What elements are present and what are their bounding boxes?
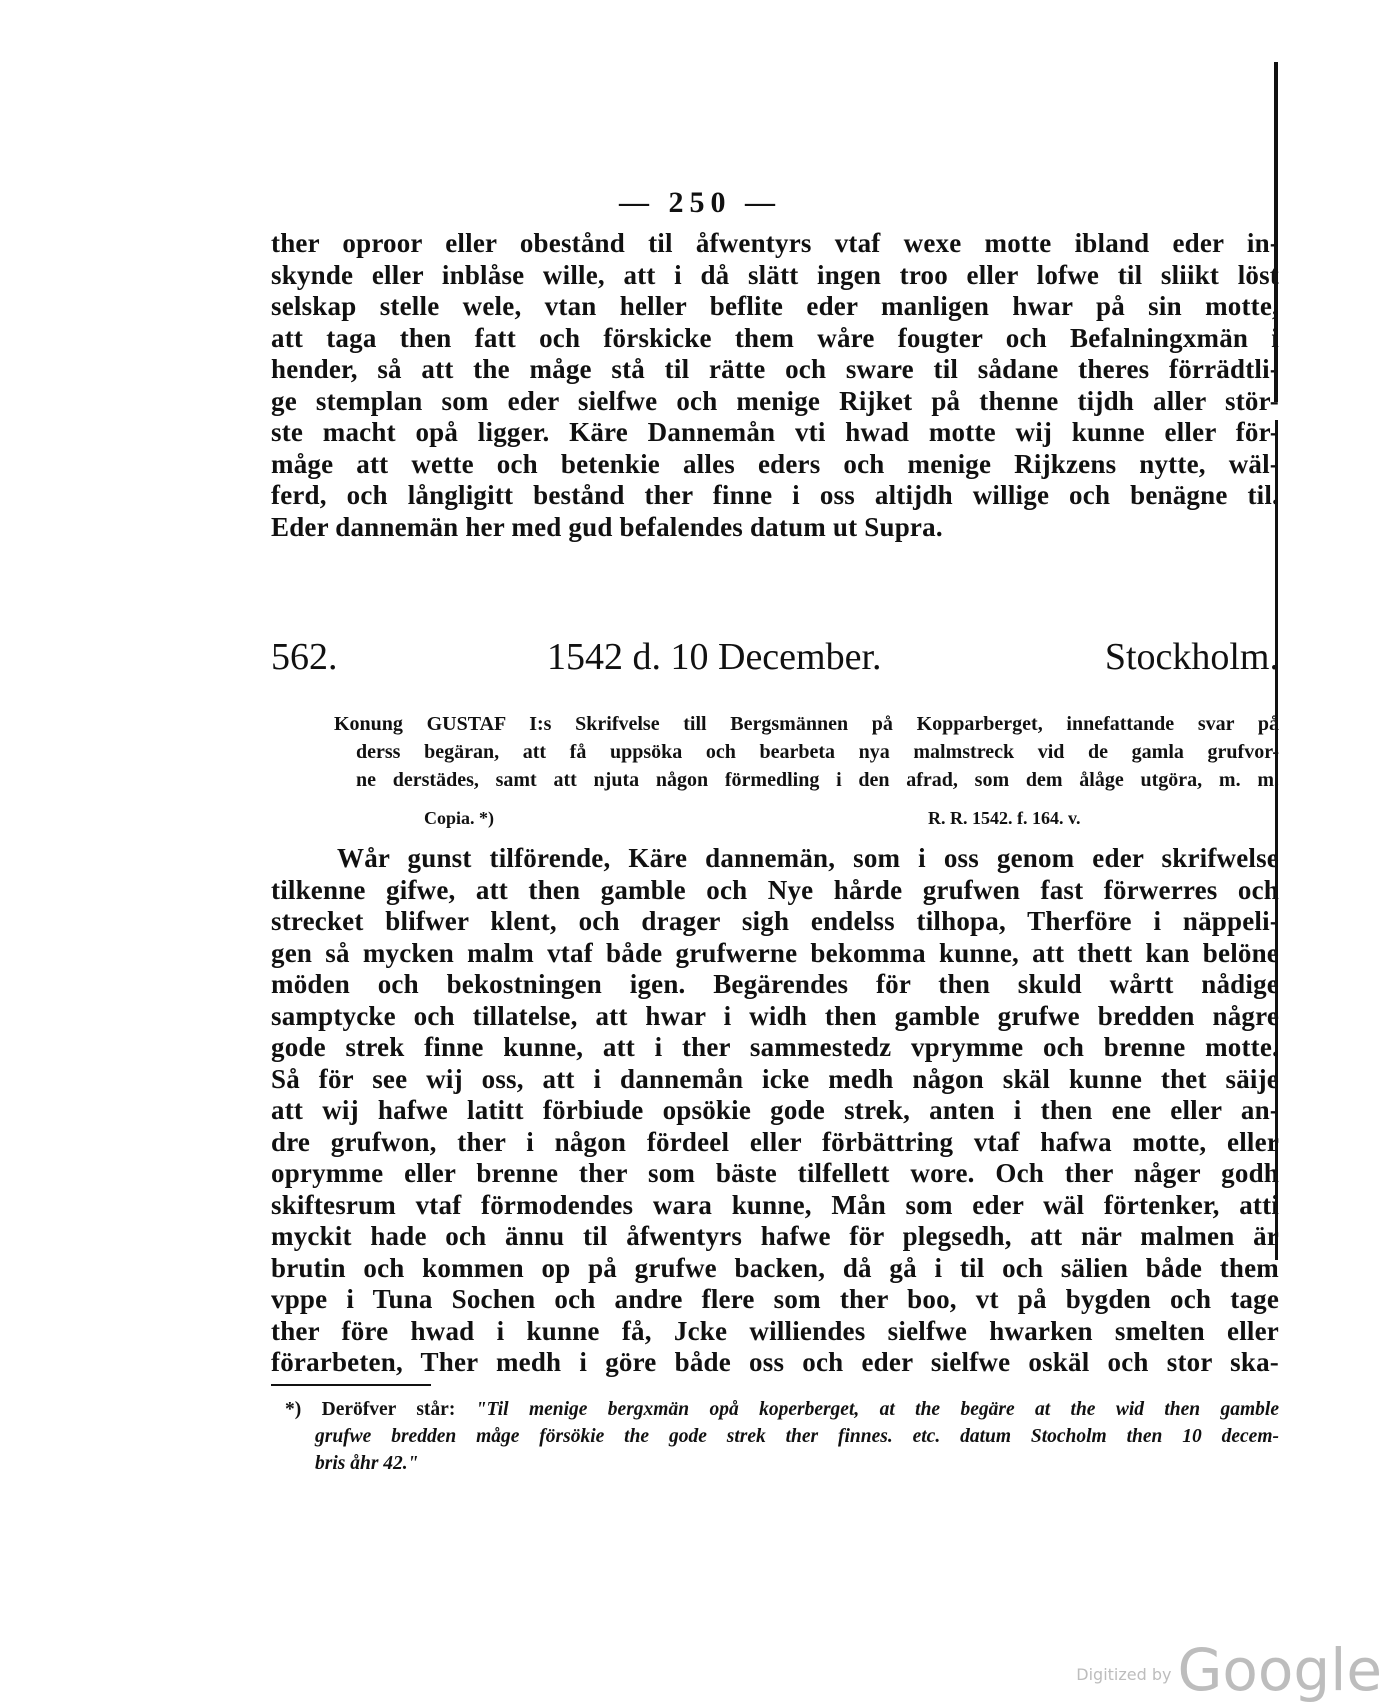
text-line: Eder dannemän her med gud befalendes datum ut Supra. (271, 511, 943, 542)
footnote-quote-line: grufwe bredden måge försökie the gode strek ther finnes. etc. datum Stocholm then 10 decem- (315, 1426, 1279, 1447)
document-place: Stockholm. (1104, 636, 1279, 678)
document-date: 1542 d. 10 December. (547, 636, 882, 678)
text-line: samptycke och tillatelse, att hwar i widh then gamble grufwe bredden någre (271, 1000, 1279, 1031)
text-line: ge stemplan som eder sielfwe och menige Rijket på thenne tijdh aller stör- (271, 385, 1279, 416)
text-line: måge att wette och betenkie alles eders och menige Rijkzens nytte, wäl- (271, 448, 1279, 479)
letter-body-text (271, 843, 1279, 1379)
text-line: Wår gunst tilförende, Käre dannemän, som i oss genom eder skrifwelse (337, 843, 1279, 873)
text-line: skiftesrum vtaf förmodendes wara kunne, Mån som eder wäl förtenker, atti (271, 1189, 1279, 1220)
page-number: — 250 — (619, 186, 781, 219)
text-line: dre grufwon, ther i någon fördeel eller förbättring vtaf hafwa motte, eller (271, 1126, 1279, 1157)
footnote-divider (271, 1384, 431, 1386)
text-line: gen så mycken malm vtaf både grufwerne bekomma kunne, att thett kan belöne (271, 937, 1279, 968)
text-line: ther före hwad i kunne få, Jcke williendes sielfwe hwarken smelten eller (271, 1315, 1279, 1346)
document-heading (271, 634, 1279, 680)
copia-note: Copia. *) (424, 808, 495, 828)
summary-line: Konung GUSTAF I:s Skrifvelse till Bergsmännen på Kopparberget, innefattande svar på (334, 713, 1279, 735)
text-line: strecket blifwer klent, och drager sigh endelss tilhopa, Therföre i näppeli- (271, 906, 1279, 936)
document-number: 562. (271, 636, 338, 678)
text-line: att taga then fatt och förskicke them wåre fougter och Befalningxmän i (271, 322, 1279, 353)
text-line: vppe i Tuna Sochen och andre flere som ther boo, vt på bygden och tage (271, 1284, 1279, 1314)
footnote-quote-line: bris åhr 42." (315, 1453, 419, 1474)
text-line: brutin och kommen op på grufwe backen, då gå i til och sälien både them (271, 1252, 1279, 1283)
register-reference: R. R. 1542. f. 164. v. (928, 808, 1081, 828)
footnote-quote-line: "Til menige bergxmän opå koperberget, at the begäre at the wid then gamble (475, 1399, 1280, 1420)
watermark-prefix: Digitized by (1076, 1665, 1172, 1684)
text-line: Så för see wij oss, att i dannemån icke medh någon skäl kunne thet säije (271, 1063, 1279, 1094)
text-line: ste macht opå ligger. Käre Dannemån vti hwad motte wij kunne eller för- (271, 417, 1279, 447)
watermark-logo: Google (1177, 1636, 1382, 1704)
footnote (285, 1396, 1279, 1477)
footnote-marker: *) Deröfver står: (285, 1399, 456, 1420)
text-line: möden och bekostningen igen. Begärendes för then skuld wårtt nådige (271, 969, 1279, 999)
text-line: selskap stelle wele, vtan heller beflite eder manligen hwar på sin motte, (271, 291, 1279, 321)
text-line: ther oproor eller obestånd til åfwentyrs vtaf wexe motte ibland eder in- (271, 228, 1279, 258)
text-line: skynde eller inblåse wille, att i då slätt ingen troo eller lofwe til sliikt löst (271, 259, 1279, 290)
document-summary (334, 710, 1279, 794)
text-line: förarbeten, Ther medh i göre både oss och eder sielfwe oskäl och stor ska- (271, 1347, 1279, 1377)
letter-closing-text (271, 228, 1279, 543)
text-line: oprymme eller brenne ther som bäste tilfellett wore. Och ther någer godh (271, 1158, 1279, 1188)
summary-line: derss begäran, att få uppsöka och bearbeta nya malmstreck vid de gamla grufvor- (356, 741, 1279, 763)
summary-line: ne derstädes, samt att njuta någon förmedling i den afrad, som dem ålåge utgöra, m. m. (356, 769, 1279, 791)
text-line: gode strek finne kunne, att i ther sammestedz vprymme och brenne motte. (271, 1032, 1279, 1062)
text-line: myckit hade och ännu til åfwentyrs hafwe för plegsedh, att när malmen är (271, 1221, 1279, 1251)
text-line: ferd, och långligitt bestånd ther finne i oss altijdh willige och benägne til. (271, 480, 1279, 510)
digitized-watermark (1076, 1636, 1382, 1704)
text-line: att wij hafwe latitt förbiude opsökie gode strek, anten i then ene eller an- (271, 1095, 1279, 1125)
text-line: hender, så att the måge stå til rätte och sware til sådane theres förrädtli- (271, 354, 1279, 384)
text-line: tilkenne gifwe, att then gamble och Nye hårde grufwen fast förwerres och (271, 874, 1279, 905)
